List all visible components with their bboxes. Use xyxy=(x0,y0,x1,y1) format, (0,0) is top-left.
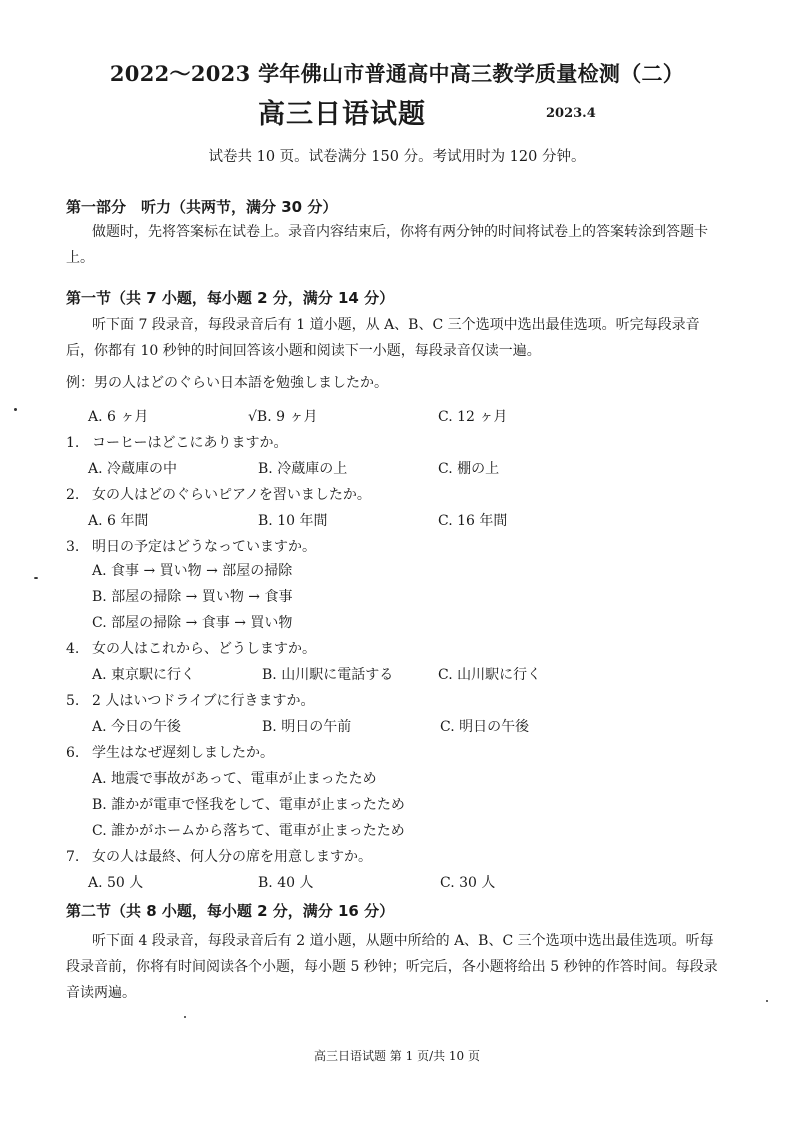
part1-heading: 第一部分 听力（共两节，满分 30 分） xyxy=(66,198,338,216)
exam-date: 2023.4 xyxy=(546,106,596,121)
example-question: 例：男の人はどのぐらい日本語を勉強しましたか。 xyxy=(66,375,388,391)
q1-option-b: B. 冷蔵庫の上 xyxy=(258,461,348,477)
q1-option-c: C. 棚の上 xyxy=(438,461,500,477)
question-number: 2. xyxy=(66,487,80,503)
question-text: 2 人はいつドライブに行きますか。 xyxy=(92,693,315,709)
exam-subtitle: 高三日语试题 xyxy=(258,99,426,130)
q4-option-c: C. 山川駅に行く xyxy=(438,667,542,683)
q6-option-c: C. 誰かがホームから落ちて、電車が止まったため xyxy=(92,823,405,839)
q3-option-a: A. 食事 → 買い物 → 部屋の掃除 xyxy=(92,563,293,579)
question-5 xyxy=(66,690,315,710)
question-text: 女の人はこれから、どうしますか。 xyxy=(92,641,316,657)
section1-heading: 第一节（共 7 小题，每小题 2 分，满分 14 分） xyxy=(66,289,395,307)
question-number: 5. xyxy=(66,693,80,709)
q6-option-b: B. 誰かが電車で怪我をして、電車が止まったため xyxy=(92,797,405,813)
question-text: 明日の予定はどうなっていますか。 xyxy=(92,539,316,555)
question-text: コーヒーはどこにありますか。 xyxy=(92,435,288,451)
scan-speck xyxy=(184,1016,186,1018)
question-number: 6. xyxy=(66,745,80,761)
q3-option-c: C. 部屋の掃除 → 食事 → 買い物 xyxy=(92,615,293,631)
q5-option-c: C. 明日の午後 xyxy=(440,719,530,735)
q4-option-b: B. 山川駅に電話する xyxy=(262,667,394,683)
question-4 xyxy=(66,638,316,658)
question-number: 1. xyxy=(66,435,80,451)
q1-option-a: A. 冷蔵庫の中 xyxy=(88,461,178,477)
scan-speck xyxy=(14,408,17,411)
section1-instruction: 听下面 7 段录音，每段录音后有 1 道小题，从 A、B、C 三个选项中选出最佳选项。听完每段录音后，你都有 10 秒钟的时间回答该小题和阅读下一小题，每段录音仅读一遍。 xyxy=(66,317,700,359)
question-number: 7. xyxy=(66,849,80,865)
question-text: 女の人はどのぐらいピアノを習いましたか。 xyxy=(92,487,371,503)
q7-option-a: A. 50 人 xyxy=(88,875,144,891)
question-2 xyxy=(66,484,371,504)
q4-option-a: A. 東京駅に行く xyxy=(92,667,196,683)
question-text: 女の人は最終、何人分の席を用意しますか。 xyxy=(92,849,372,865)
q5-option-a: A. 今日の午後 xyxy=(92,719,182,735)
question-6 xyxy=(66,742,274,762)
q2-option-a: A. 6 年間 xyxy=(88,513,149,529)
question-7 xyxy=(66,846,372,866)
example-option-a: A. 6 ヶ月 xyxy=(88,409,149,425)
section2-heading: 第二节（共 8 小题，每小题 2 分，满分 16 分） xyxy=(66,902,395,920)
exam-title: 2022～2023 学年佛山市普通高中高三教学质量检测（二） xyxy=(109,61,685,86)
question-1 xyxy=(66,432,287,452)
section2-instruction: 听下面 4 段录音，每段录音后有 2 道小题，从题中所给的 A、B、C 三个选项中选出最佳选项。听每段录音前，你将有时间阅读各个小题，每小题 5 秒钟；听完后，各小题将给出 5 秒钟的作答时间。每段录音读两遍。 xyxy=(66,933,718,1001)
q6-option-a: A. 地震で事故があって、電車が止まったため xyxy=(92,771,377,787)
question-number: 3. xyxy=(66,539,80,555)
exam-info: 试卷共 10 页。试卷满分 150 分。考试用时为 120 分钟。 xyxy=(208,149,586,165)
scan-speck xyxy=(34,577,38,579)
q2-option-b: B. 10 年間 xyxy=(258,513,328,529)
q3-option-b: B. 部屋の掃除 → 買い物 → 食事 xyxy=(92,589,293,605)
question-number: 4. xyxy=(66,641,80,657)
q7-option-c: C. 30 人 xyxy=(440,875,496,891)
q5-option-b: B. 明日の午前 xyxy=(262,719,352,735)
example-option-c: C. 12 ヶ月 xyxy=(438,409,508,425)
question-text: 学生はなぜ遅刻しましたか。 xyxy=(92,745,274,761)
page-footer: 高三日语试题 第 1 页/共 10 页 xyxy=(313,1049,481,1063)
part1-instruction: 做题时，先将答案标在试卷上。录音内容结束后，你将有两分钟的时间将试卷上的答案转涂到答题卡上。 xyxy=(66,224,708,266)
scan-speck xyxy=(766,1000,768,1002)
question-3 xyxy=(66,536,316,556)
example-option-b: √B. 9 ヶ月 xyxy=(248,409,318,425)
q2-option-c: C. 16 年間 xyxy=(438,513,508,529)
q7-option-b: B. 40 人 xyxy=(258,875,314,891)
